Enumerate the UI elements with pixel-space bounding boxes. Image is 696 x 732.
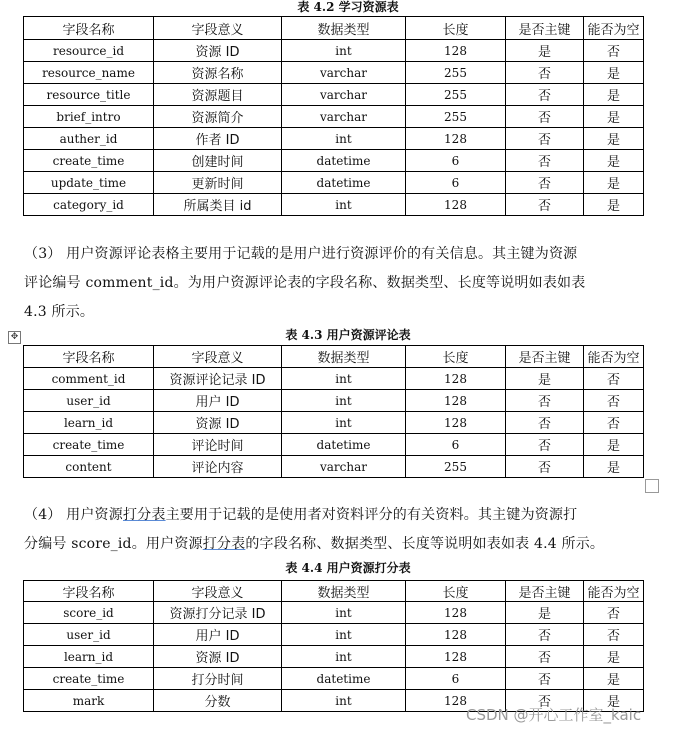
table-caption-4-3: 表 4.3 用户资源评论表 — [285, 328, 411, 342]
table-row — [24, 602, 644, 624]
table-cell: 255 — [406, 106, 506, 128]
table-cell: 否 — [584, 40, 644, 62]
column-header: 能否为空 — [584, 346, 644, 368]
table-cell: 是 — [506, 368, 584, 390]
table-cell: 128 — [406, 624, 506, 646]
table-cell: comment_id — [24, 368, 154, 390]
table-cell: datetime — [282, 434, 406, 456]
underlined-term: 打分表 — [202, 536, 246, 552]
table-cell: category_id — [24, 194, 154, 216]
table-cell: 分数 — [154, 690, 282, 712]
paragraph-line: （4） 用户资源打分表主要用于记载的是使用者对资料评分的有关资料。其主键为资源打 — [24, 507, 578, 523]
table-cell: 是 — [584, 62, 644, 84]
table-cell: 否 — [506, 194, 584, 216]
table-cell: 资源题目 — [154, 84, 282, 106]
table-cell: 是 — [584, 690, 644, 712]
table-cell: content — [24, 456, 154, 478]
table-cell: 否 — [506, 668, 584, 690]
table-cell: 否 — [506, 150, 584, 172]
table-cell: 是 — [584, 434, 644, 456]
table-cell: 128 — [406, 690, 506, 712]
table-move-handle-icon[interactable]: ✥ — [8, 331, 21, 344]
table-cell: 创建时间 — [154, 150, 282, 172]
table-cell: 是 — [584, 194, 644, 216]
table-cell: 用户 ID — [154, 624, 282, 646]
table-cell: int — [282, 194, 406, 216]
table-cell: resource_name — [24, 62, 154, 84]
table-row — [24, 646, 644, 668]
table-cell: 否 — [506, 624, 584, 646]
table-cell: 否 — [506, 62, 584, 84]
paragraph-line: 分编号 score_id。用户资源打分表的字段名称、数据类型、长度等说明如表如表 4.4 所示。 — [24, 536, 605, 552]
column-header: 是否主键 — [506, 581, 584, 602]
paragraph-line: （3） 用户资源评论表格主要用于记载的是用户进行资源评价的有关信息。其主键为资源 — [24, 246, 578, 262]
column-header: 能否为空 — [584, 581, 644, 602]
table-header-row — [24, 346, 644, 368]
table-cell: 否 — [506, 690, 584, 712]
table-row — [24, 668, 644, 690]
table-cell: 否 — [506, 456, 584, 478]
table-cell: int — [282, 368, 406, 390]
table-cell: 是 — [584, 106, 644, 128]
column-header: 能否为空 — [584, 17, 644, 40]
table-cell: update_time — [24, 172, 154, 194]
column-header: 字段名称 — [24, 581, 154, 602]
underlined-term: 打分表 — [122, 507, 166, 523]
table-cell: user_id — [24, 390, 154, 412]
table-cell: 255 — [406, 84, 506, 106]
table-cell: 是 — [584, 646, 644, 668]
table-cell: auther_id — [24, 128, 154, 150]
table-cell: int — [282, 624, 406, 646]
table-row — [24, 368, 644, 390]
column-header: 长度 — [406, 581, 506, 602]
table-cell: 否 — [506, 128, 584, 150]
table-row — [24, 40, 644, 62]
table-cell: 否 — [584, 368, 644, 390]
table-cell: varchar — [282, 62, 406, 84]
table-cell: int — [282, 40, 406, 62]
table-caption-4-2: 表 4.2 学习资源表 — [297, 0, 399, 14]
table-cell: 资源简介 — [154, 106, 282, 128]
column-header: 字段意义 — [154, 581, 282, 602]
table-cell: 打分时间 — [154, 668, 282, 690]
table-header-row — [24, 581, 644, 602]
column-header: 是否主键 — [506, 17, 584, 40]
table-cell: 否 — [506, 434, 584, 456]
table-row — [24, 150, 644, 172]
table-cell: create_time — [24, 668, 154, 690]
table-cell: int — [282, 390, 406, 412]
table-cell: 是 — [584, 128, 644, 150]
table-cell: 资源 ID — [154, 412, 282, 434]
table-cell: 资源名称 — [154, 62, 282, 84]
column-header: 长度 — [406, 346, 506, 368]
table-cell: int — [282, 690, 406, 712]
table-cell: int — [282, 602, 406, 624]
column-header: 字段名称 — [24, 346, 154, 368]
table-cell: 128 — [406, 602, 506, 624]
table-cell: 否 — [506, 646, 584, 668]
table-cell: 资源 ID — [154, 40, 282, 62]
table-cell: learn_id — [24, 646, 154, 668]
table-cell: 6 — [406, 434, 506, 456]
table-row — [24, 128, 644, 150]
table-cell: int — [282, 646, 406, 668]
table-cell: varchar — [282, 106, 406, 128]
table-cell: 否 — [506, 84, 584, 106]
table-cell: 128 — [406, 390, 506, 412]
table-cell: 否 — [506, 106, 584, 128]
table-row — [24, 456, 644, 478]
table-cell: 6 — [406, 150, 506, 172]
table-cell: create_time — [24, 434, 154, 456]
table-cell: score_id — [24, 602, 154, 624]
table-cell: int — [282, 128, 406, 150]
table-cell: 资源评论记录 ID — [154, 368, 282, 390]
table-cell: datetime — [282, 150, 406, 172]
table-cell: 是 — [584, 456, 644, 478]
column-header: 数据类型 — [282, 346, 406, 368]
table-cell: 否 — [584, 390, 644, 412]
table-cell: 是 — [506, 40, 584, 62]
paragraph-score-table — [24, 501, 664, 559]
table-cell: mark — [24, 690, 154, 712]
column-header: 长度 — [406, 17, 506, 40]
table-cell: learn_id — [24, 412, 154, 434]
table-cell: 用户 ID — [154, 390, 282, 412]
table-cell: 评论时间 — [154, 434, 282, 456]
table-cell: create_time — [24, 150, 154, 172]
table-row — [24, 62, 644, 84]
column-header: 数据类型 — [282, 581, 406, 602]
table-cell: brief_intro — [24, 106, 154, 128]
table-cell: user_id — [24, 624, 154, 646]
table-cell: datetime — [282, 172, 406, 194]
table-cell: 128 — [406, 128, 506, 150]
table-cell: int — [282, 412, 406, 434]
table-cell: 128 — [406, 194, 506, 216]
column-header: 字段意义 — [154, 346, 282, 368]
table-cell: 更新时间 — [154, 172, 282, 194]
learning-resource-table — [23, 16, 644, 216]
table-cell: 所属类目 id — [154, 194, 282, 216]
paragraph-line: 4.3 所示。 — [24, 304, 95, 320]
table-cell: 128 — [406, 646, 506, 668]
table-cell: 128 — [406, 412, 506, 434]
table-cell: resource_id — [24, 40, 154, 62]
table-cell: varchar — [282, 456, 406, 478]
table-cell: 是 — [584, 150, 644, 172]
column-header: 是否主键 — [506, 346, 584, 368]
table-cell: 否 — [584, 602, 644, 624]
table-cell: 是 — [584, 172, 644, 194]
table-cell: 255 — [406, 456, 506, 478]
table-row — [24, 172, 644, 194]
column-header: 字段意义 — [154, 17, 282, 40]
table-row — [24, 624, 644, 646]
table-cell: 资源打分记录 ID — [154, 602, 282, 624]
table-row — [24, 84, 644, 106]
paragraph-comment-table — [24, 240, 664, 327]
table-cell: 128 — [406, 368, 506, 390]
table-cell: datetime — [282, 668, 406, 690]
table-resize-handle[interactable] — [645, 479, 659, 493]
table-header-row — [24, 17, 644, 40]
table-cell: 128 — [406, 40, 506, 62]
table-row — [24, 412, 644, 434]
csdn-watermark: CSDN @开心工作室_kaic — [466, 706, 642, 724]
table-cell: 否 — [584, 412, 644, 434]
table-cell: resource_title — [24, 84, 154, 106]
table-cell: varchar — [282, 84, 406, 106]
table-cell: 6 — [406, 668, 506, 690]
table-cell: 255 — [406, 62, 506, 84]
table-cell: 资源 ID — [154, 646, 282, 668]
table-cell: 否 — [584, 624, 644, 646]
table-cell: 否 — [506, 390, 584, 412]
paragraph-line: 评论编号 comment_id。为用户资源评论表的字段名称、数据类型、长度等说明如表如表 — [24, 275, 586, 291]
table-row — [24, 194, 644, 216]
table-cell: 是 — [584, 84, 644, 106]
table-row — [24, 434, 644, 456]
column-header: 字段名称 — [24, 17, 154, 40]
column-header: 数据类型 — [282, 17, 406, 40]
table-cell: 6 — [406, 172, 506, 194]
table-cell: 否 — [506, 412, 584, 434]
table-cell: 评论内容 — [154, 456, 282, 478]
table-cell: 是 — [506, 602, 584, 624]
table-row — [24, 390, 644, 412]
table-caption-4-4: 表 4.4 用户资源打分表 — [285, 561, 411, 575]
table-cell: 否 — [506, 172, 584, 194]
resource-score-table — [23, 580, 644, 712]
table-cell: 是 — [584, 668, 644, 690]
resource-comment-table — [23, 345, 644, 478]
table-cell: 作者 ID — [154, 128, 282, 150]
table-row — [24, 106, 644, 128]
